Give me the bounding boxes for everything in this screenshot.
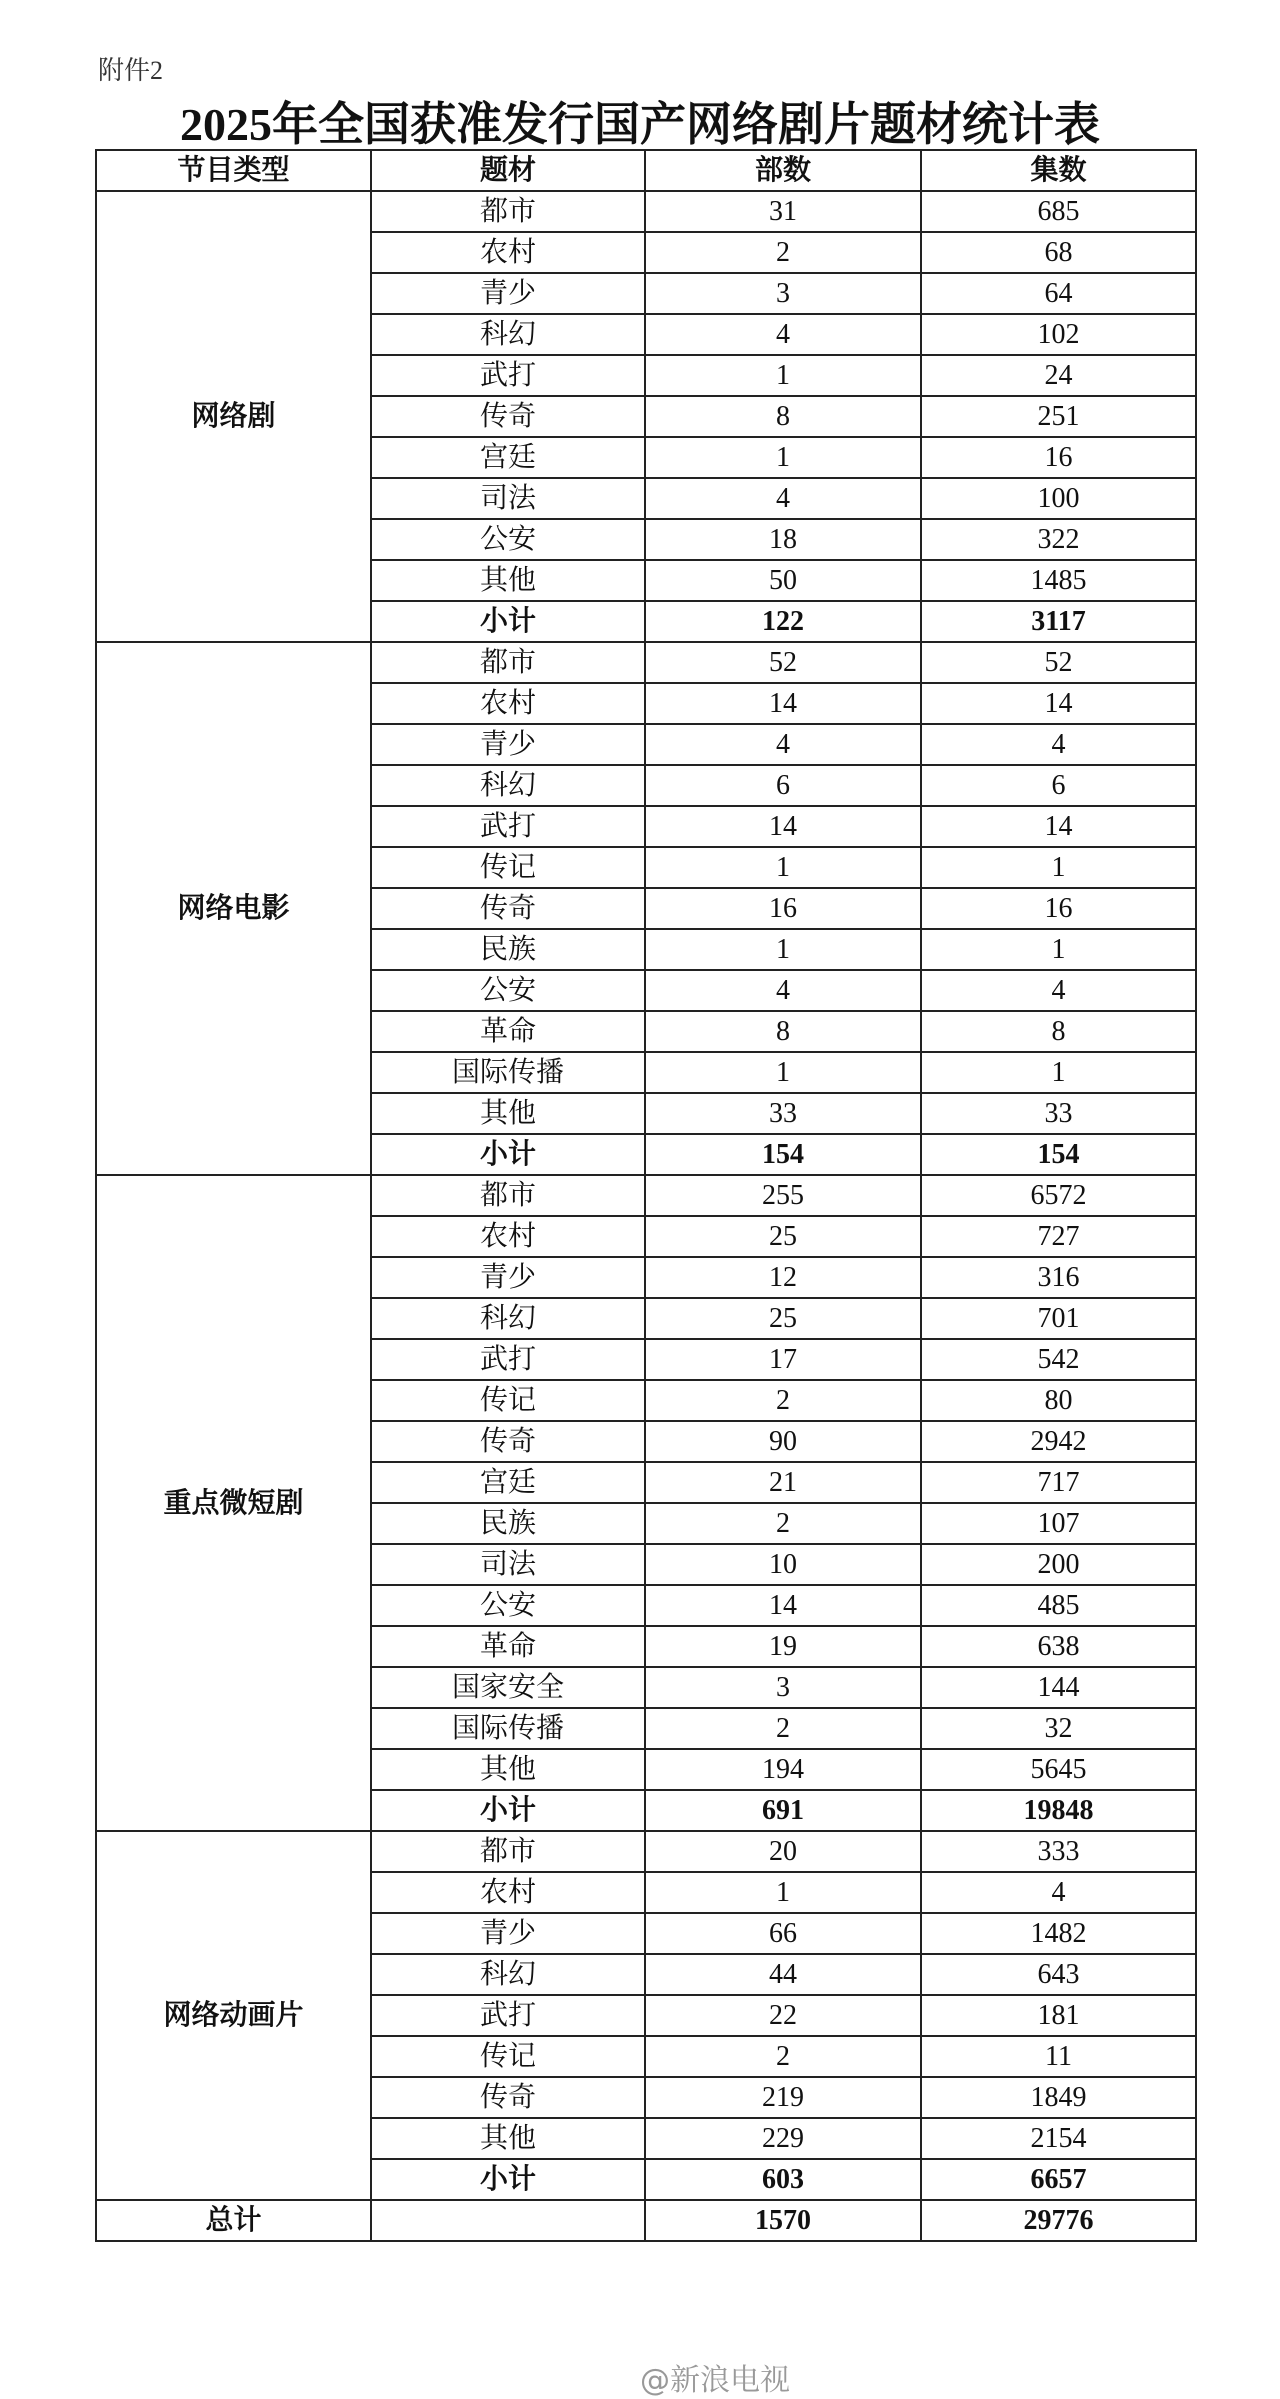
subject-cell: 武打 bbox=[371, 1995, 645, 2036]
episodes-cell: 485 bbox=[921, 1585, 1196, 1626]
episodes-cell: 685 bbox=[921, 191, 1196, 232]
episodes-cell: 333 bbox=[921, 1831, 1196, 1872]
count-cell: 8 bbox=[645, 396, 921, 437]
count-cell: 4 bbox=[645, 724, 921, 765]
subject-cell: 青少 bbox=[371, 1913, 645, 1954]
subject-cell: 武打 bbox=[371, 355, 645, 396]
header-subject: 题材 bbox=[371, 150, 645, 191]
subject-cell: 传奇 bbox=[371, 396, 645, 437]
subject-cell: 公安 bbox=[371, 970, 645, 1011]
count-cell: 255 bbox=[645, 1175, 921, 1216]
episodes-cell: 2154 bbox=[921, 2118, 1196, 2159]
category-cell: 重点微短剧 bbox=[96, 1175, 371, 1831]
count-cell: 22 bbox=[645, 1995, 921, 2036]
episodes-cell: 102 bbox=[921, 314, 1196, 355]
episodes-cell: 8 bbox=[921, 1011, 1196, 1052]
count-cell: 10 bbox=[645, 1544, 921, 1585]
total-episodes: 29776 bbox=[921, 2200, 1196, 2241]
episodes-cell: 16 bbox=[921, 437, 1196, 478]
count-cell: 122 bbox=[645, 601, 921, 642]
episodes-cell: 3117 bbox=[921, 601, 1196, 642]
category-cell: 网络电影 bbox=[96, 642, 371, 1175]
statistics-table bbox=[95, 149, 1197, 2242]
count-cell: 19 bbox=[645, 1626, 921, 1667]
subject-cell: 公安 bbox=[371, 1585, 645, 1626]
episodes-cell: 1 bbox=[921, 929, 1196, 970]
subject-cell: 其他 bbox=[371, 2118, 645, 2159]
episodes-cell: 5645 bbox=[921, 1749, 1196, 1790]
count-cell: 3 bbox=[645, 1667, 921, 1708]
count-cell: 2 bbox=[645, 1380, 921, 1421]
table-row bbox=[96, 1175, 1196, 1216]
subject-cell: 其他 bbox=[371, 1749, 645, 1790]
subject-cell: 革命 bbox=[371, 1626, 645, 1667]
subject-cell: 民族 bbox=[371, 929, 645, 970]
subject-cell: 都市 bbox=[371, 1831, 645, 1872]
subject-cell: 都市 bbox=[371, 1175, 645, 1216]
count-cell: 2 bbox=[645, 1708, 921, 1749]
count-cell: 25 bbox=[645, 1216, 921, 1257]
count-cell: 1 bbox=[645, 437, 921, 478]
count-cell: 12 bbox=[645, 1257, 921, 1298]
episodes-cell: 19848 bbox=[921, 1790, 1196, 1831]
subject-cell: 民族 bbox=[371, 1503, 645, 1544]
episodes-cell: 1482 bbox=[921, 1913, 1196, 1954]
subject-cell: 青少 bbox=[371, 273, 645, 314]
subject-cell: 传记 bbox=[371, 1380, 645, 1421]
episodes-cell: 542 bbox=[921, 1339, 1196, 1380]
count-cell: 194 bbox=[645, 1749, 921, 1790]
episodes-cell: 251 bbox=[921, 396, 1196, 437]
subject-cell: 司法 bbox=[371, 1544, 645, 1585]
subject-cell: 都市 bbox=[371, 642, 645, 683]
table-row bbox=[96, 1831, 1196, 1872]
subject-cell: 小计 bbox=[371, 1134, 645, 1175]
subject-cell: 传奇 bbox=[371, 2077, 645, 2118]
episodes-cell: 14 bbox=[921, 683, 1196, 724]
episodes-cell: 1485 bbox=[921, 560, 1196, 601]
count-cell: 90 bbox=[645, 1421, 921, 1462]
episodes-cell: 107 bbox=[921, 1503, 1196, 1544]
count-cell: 1 bbox=[645, 355, 921, 396]
episodes-cell: 1849 bbox=[921, 2077, 1196, 2118]
count-cell: 66 bbox=[645, 1913, 921, 1954]
subject-cell: 农村 bbox=[371, 1872, 645, 1913]
subject-cell: 司法 bbox=[371, 478, 645, 519]
header-episodes: 集数 bbox=[921, 150, 1196, 191]
count-cell: 14 bbox=[645, 1585, 921, 1626]
count-cell: 603 bbox=[645, 2159, 921, 2200]
episodes-cell: 68 bbox=[921, 232, 1196, 273]
episodes-cell: 181 bbox=[921, 1995, 1196, 2036]
subject-cell: 传奇 bbox=[371, 888, 645, 929]
episodes-cell: 100 bbox=[921, 478, 1196, 519]
count-cell: 1 bbox=[645, 847, 921, 888]
episodes-cell: 24 bbox=[921, 355, 1196, 396]
episodes-cell: 16 bbox=[921, 888, 1196, 929]
total-count: 1570 bbox=[645, 2200, 921, 2241]
attachment-label: 附件2 bbox=[98, 56, 164, 85]
count-cell: 6 bbox=[645, 765, 921, 806]
subject-cell: 武打 bbox=[371, 1339, 645, 1380]
subject-cell: 农村 bbox=[371, 232, 645, 273]
episodes-cell: 52 bbox=[921, 642, 1196, 683]
count-cell: 219 bbox=[645, 2077, 921, 2118]
episodes-cell: 4 bbox=[921, 724, 1196, 765]
subject-cell: 传奇 bbox=[371, 1421, 645, 1462]
subject-cell: 都市 bbox=[371, 191, 645, 232]
table-row bbox=[96, 191, 1196, 232]
subject-cell: 小计 bbox=[371, 1790, 645, 1831]
subject-cell: 科幻 bbox=[371, 1298, 645, 1339]
table-row bbox=[96, 642, 1196, 683]
episodes-cell: 638 bbox=[921, 1626, 1196, 1667]
episodes-cell: 4 bbox=[921, 1872, 1196, 1913]
count-cell: 14 bbox=[645, 806, 921, 847]
episodes-cell: 2942 bbox=[921, 1421, 1196, 1462]
count-cell: 4 bbox=[645, 478, 921, 519]
count-cell: 21 bbox=[645, 1462, 921, 1503]
episodes-cell: 1 bbox=[921, 847, 1196, 888]
episodes-cell: 11 bbox=[921, 2036, 1196, 2077]
header-row bbox=[96, 150, 1196, 191]
count-cell: 18 bbox=[645, 519, 921, 560]
count-cell: 691 bbox=[645, 1790, 921, 1831]
count-cell: 8 bbox=[645, 1011, 921, 1052]
subject-cell: 其他 bbox=[371, 560, 645, 601]
episodes-cell: 6572 bbox=[921, 1175, 1196, 1216]
header-program-type: 节目类型 bbox=[96, 150, 371, 191]
subject-cell: 青少 bbox=[371, 724, 645, 765]
episodes-cell: 717 bbox=[921, 1462, 1196, 1503]
count-cell: 14 bbox=[645, 683, 921, 724]
episodes-cell: 200 bbox=[921, 1544, 1196, 1585]
episodes-cell: 80 bbox=[921, 1380, 1196, 1421]
count-cell: 17 bbox=[645, 1339, 921, 1380]
count-cell: 2 bbox=[645, 2036, 921, 2077]
count-cell: 52 bbox=[645, 642, 921, 683]
subject-cell: 公安 bbox=[371, 519, 645, 560]
episodes-cell: 6657 bbox=[921, 2159, 1196, 2200]
episodes-cell: 322 bbox=[921, 519, 1196, 560]
subject-cell: 其他 bbox=[371, 1093, 645, 1134]
count-cell: 31 bbox=[645, 191, 921, 232]
subject-cell: 科幻 bbox=[371, 314, 645, 355]
count-cell: 2 bbox=[645, 232, 921, 273]
total-row bbox=[96, 2200, 1196, 2241]
count-cell: 4 bbox=[645, 970, 921, 1011]
count-cell: 1 bbox=[645, 1052, 921, 1093]
subject-cell: 宫廷 bbox=[371, 1462, 645, 1503]
subject-cell: 农村 bbox=[371, 1216, 645, 1257]
count-cell: 33 bbox=[645, 1093, 921, 1134]
page-title: 2025年全国获准发行国产网络剧片题材统计表 bbox=[180, 99, 1100, 150]
episodes-cell: 701 bbox=[921, 1298, 1196, 1339]
episodes-cell: 64 bbox=[921, 273, 1196, 314]
subject-cell: 传记 bbox=[371, 847, 645, 888]
episodes-cell: 316 bbox=[921, 1257, 1196, 1298]
episodes-cell: 643 bbox=[921, 1954, 1196, 1995]
episodes-cell: 32 bbox=[921, 1708, 1196, 1749]
count-cell: 16 bbox=[645, 888, 921, 929]
episodes-cell: 727 bbox=[921, 1216, 1196, 1257]
episodes-cell: 1 bbox=[921, 1052, 1196, 1093]
count-cell: 1 bbox=[645, 929, 921, 970]
watermark: @新浪电视 bbox=[640, 2363, 790, 2398]
subject-cell: 传记 bbox=[371, 2036, 645, 2077]
subject-cell: 国际传播 bbox=[371, 1052, 645, 1093]
subject-cell: 宫廷 bbox=[371, 437, 645, 478]
subject-cell: 科幻 bbox=[371, 1954, 645, 1995]
count-cell: 44 bbox=[645, 1954, 921, 1995]
count-cell: 1 bbox=[645, 1872, 921, 1913]
episodes-cell: 154 bbox=[921, 1134, 1196, 1175]
episodes-cell: 6 bbox=[921, 765, 1196, 806]
header-count: 部数 bbox=[645, 150, 921, 191]
category-cell: 网络动画片 bbox=[96, 1831, 371, 2200]
count-cell: 25 bbox=[645, 1298, 921, 1339]
count-cell: 2 bbox=[645, 1503, 921, 1544]
subject-cell: 青少 bbox=[371, 1257, 645, 1298]
category-cell: 网络剧 bbox=[96, 191, 371, 642]
subject-cell: 武打 bbox=[371, 806, 645, 847]
subject-cell: 农村 bbox=[371, 683, 645, 724]
count-cell: 3 bbox=[645, 273, 921, 314]
episodes-cell: 144 bbox=[921, 1667, 1196, 1708]
count-cell: 154 bbox=[645, 1134, 921, 1175]
subject-cell: 革命 bbox=[371, 1011, 645, 1052]
count-cell: 229 bbox=[645, 2118, 921, 2159]
episodes-cell: 4 bbox=[921, 970, 1196, 1011]
subject-cell: 小计 bbox=[371, 601, 645, 642]
episodes-cell: 33 bbox=[921, 1093, 1196, 1134]
count-cell: 20 bbox=[645, 1831, 921, 1872]
subject-cell: 小计 bbox=[371, 2159, 645, 2200]
total-subject bbox=[371, 2200, 645, 2241]
subject-cell: 国家安全 bbox=[371, 1667, 645, 1708]
episodes-cell: 14 bbox=[921, 806, 1196, 847]
total-label: 总计 bbox=[96, 2200, 371, 2241]
count-cell: 4 bbox=[645, 314, 921, 355]
subject-cell: 科幻 bbox=[371, 765, 645, 806]
subject-cell: 国际传播 bbox=[371, 1708, 645, 1749]
count-cell: 50 bbox=[645, 560, 921, 601]
